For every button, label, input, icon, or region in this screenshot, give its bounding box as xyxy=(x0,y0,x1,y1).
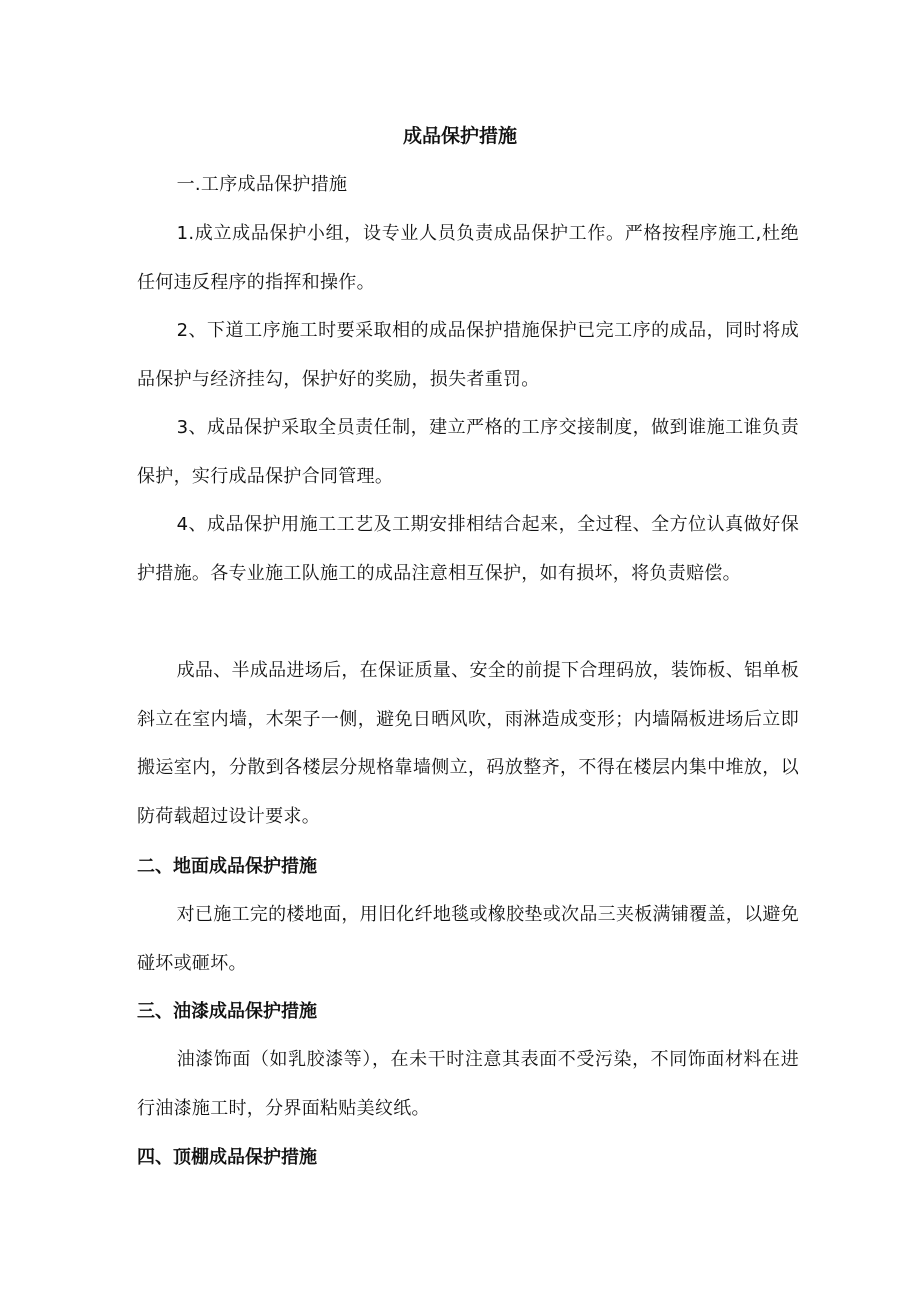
section1-heading: 一.工序成品保护措施 xyxy=(176,174,348,195)
section1-item-3: 3、成品保护采取全员责任制，建立严格的工序交接制度，做到谁施工谁负责保护，实行成品保护合同管理。 xyxy=(137,417,799,487)
section1-item-2: 2、下道工序施工时要采取相的成品保护措施保护已完工序的成品，同时将成品保护与经济挂勾，保护好的奖励，损失者重罚。 xyxy=(137,320,799,390)
document-title: 成品保护措施 xyxy=(402,125,517,147)
section2-heading: 二、地面成品保护措施 xyxy=(137,856,317,877)
section1-item-4: 4、成品保护用施工工艺及工期安排相结合起来，全过程、全方位认真做好保护措施。各专业施工队施工的成品注意相互保护，如有损坏，将负责赔偿。 xyxy=(137,514,799,584)
section3-heading: 三、油漆成品保护措施 xyxy=(137,1001,317,1022)
section2-body: 对已施工完的楼地面，用旧化纤地毯或橡胶垫或次品三夹板满铺覆盖，以避免碰坏或砸坏。 xyxy=(137,904,799,974)
section1-item-1: 1.成立成品保护小组，设专业人员负责成品保护工作。严格按程序施工,杜绝任何违反程序的指挥和操作。 xyxy=(137,223,799,293)
section4-heading: 四、顶棚成品保护措施 xyxy=(137,1147,317,1168)
section1-item-5: 成品、半成品进场后，在保证质量、安全的前提下合理码放，装饰板、铝单板斜立在室内墙，木架子一侧，避免日晒风吹，雨淋造成变形；内墙隔板进场后立即搬运室内，分散到各楼层分规格靠墙侧立，码放整齐，不得在楼层内集中堆放，以防荷载超过设计要求。 xyxy=(137,660,799,827)
section3-body: 油漆饰面（如乳胶漆等），在未干时注意其表面不受污染，不同饰面材料在进行油漆施工时，分界面粘贴美纹纸。 xyxy=(137,1049,799,1119)
